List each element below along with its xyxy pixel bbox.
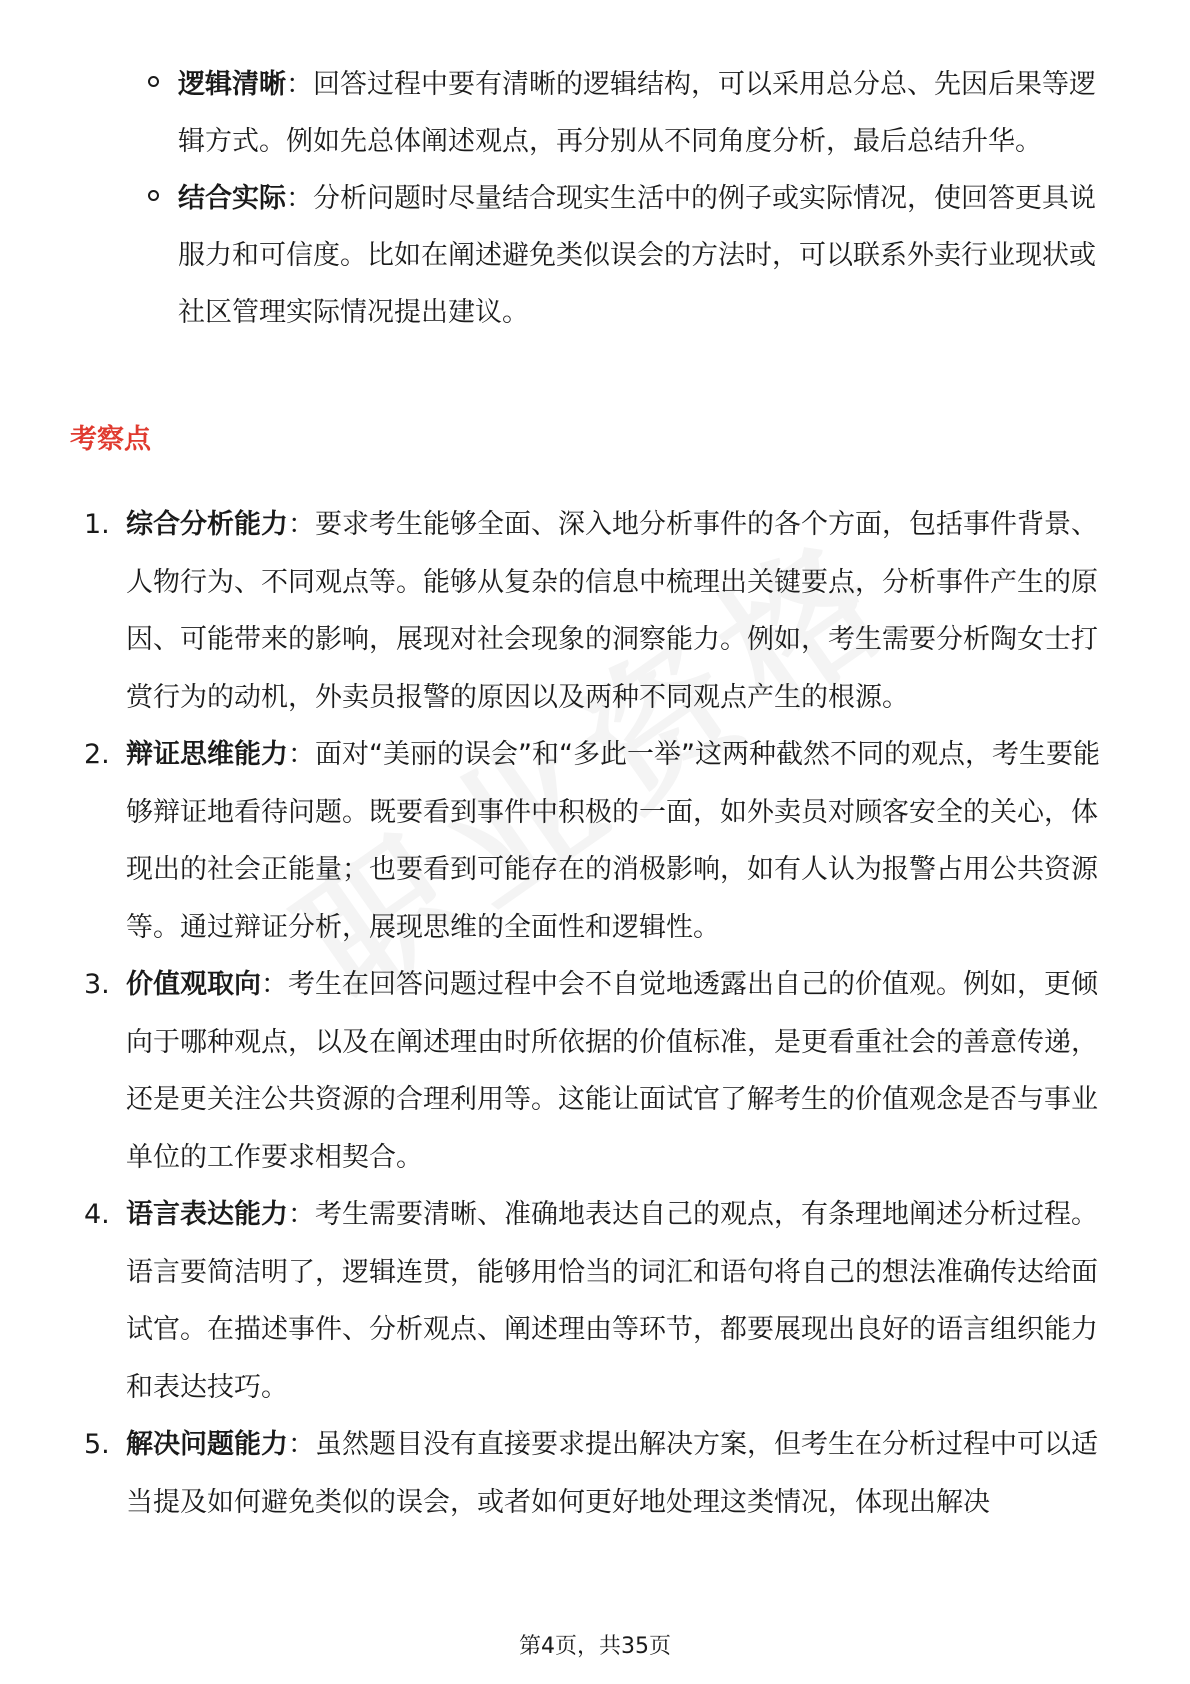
item-term: 价值观取向	[126, 969, 261, 1000]
sub-bullet-item-logic	[178, 56, 1113, 170]
sub-bullet-list	[0, 56, 1190, 341]
item-term: 辩证思维能力	[126, 739, 288, 770]
item-term: 结合实际	[178, 183, 286, 214]
item-text: ：回答过程中要有清晰的逻辑结构，可以采用总分总、先因后果等逻辑方式。例如先总体阐述观点，再分别从不同角度分析，最后总结升华。	[178, 69, 1096, 157]
section-heading: 考察点	[70, 424, 151, 455]
item-number: 3.	[84, 969, 110, 1000]
sub-bullet-item-practice	[178, 170, 1113, 341]
item-term: 逻辑清晰	[178, 69, 286, 100]
numbered-list	[0, 496, 1190, 1531]
item-term: 综合分析能力	[126, 509, 288, 540]
item-text: ：要求考生能够全面、深入地分析事件的各个方面，包括事件背景、人物行为、不同观点等。能够从复杂的信息中梳理出关键要点，分析事件产生的原因、可能带来的影响，展现对社会现象的洞察能力。例如，考生需要分析陶女士打赏行为的动机，外卖员报警的原因以及两种不同观点产生的根源。	[126, 509, 1098, 713]
item-term: 语言表达能力	[126, 1199, 288, 1230]
numbered-item	[84, 1186, 1116, 1416]
item-text: ：考生需要清晰、准确地表达自己的观点，有条理地阐述分析过程。语言要简洁明了，逻辑连贯，能够用恰当的词汇和语句将自己的想法准确传达给面试官。在描述事件、分析观点、阐述理由等环节，都要展现出良好的语言组织能力和表达技巧。	[126, 1199, 1098, 1403]
item-term: 解决问题能力	[126, 1429, 288, 1460]
item-number: 2.	[84, 739, 110, 770]
hollow-circle-bullet-icon	[148, 76, 159, 87]
hollow-circle-bullet-icon	[148, 190, 159, 201]
item-text: ：考生在回答问题过程中会不自觉地透露出自己的价值观。例如，更倾向于哪种观点，以及在阐述理由时所依据的价值标准，是更看重社会的善意传递，还是更关注公共资源的合理利用等。这能让面试官了解考生的价值观念是否与事业单位的工作要求相契合。	[126, 969, 1098, 1173]
item-text: ：面对“美丽的误会”和“多此一举”这两种截然不同的观点，考生要能够辩证地看待问题。既要看到事件中积极的一面，如外卖员对顾客安全的关心，体现出的社会正能量；也要看到可能存在的消极影响，如有人认为报警占用公共资源等。通过辩证分析，展现思维的全面性和逻辑性。	[126, 739, 1100, 943]
page-footer: 第4页，共35页	[519, 1634, 671, 1659]
numbered-item	[84, 956, 1116, 1186]
item-text: ：虽然题目没有直接要求提出解决方案，但考生在分析过程中可以适当提及如何避免类似的误会，或者如何更好地处理这类情况，体现出解决	[126, 1429, 1098, 1518]
numbered-item	[84, 496, 1116, 726]
item-number: 1.	[84, 509, 110, 540]
numbered-item	[84, 726, 1116, 956]
item-number: 5.	[84, 1429, 110, 1460]
item-number: 4.	[84, 1199, 110, 1230]
item-text: ：分析问题时尽量结合现实生活中的例子或实际情况，使回答更具说服力和可信度。比如在阐述避免类似误会的方法时，可以联系外卖行业现状或社区管理实际情况提出建议。	[178, 183, 1096, 328]
numbered-item	[84, 1416, 1116, 1531]
